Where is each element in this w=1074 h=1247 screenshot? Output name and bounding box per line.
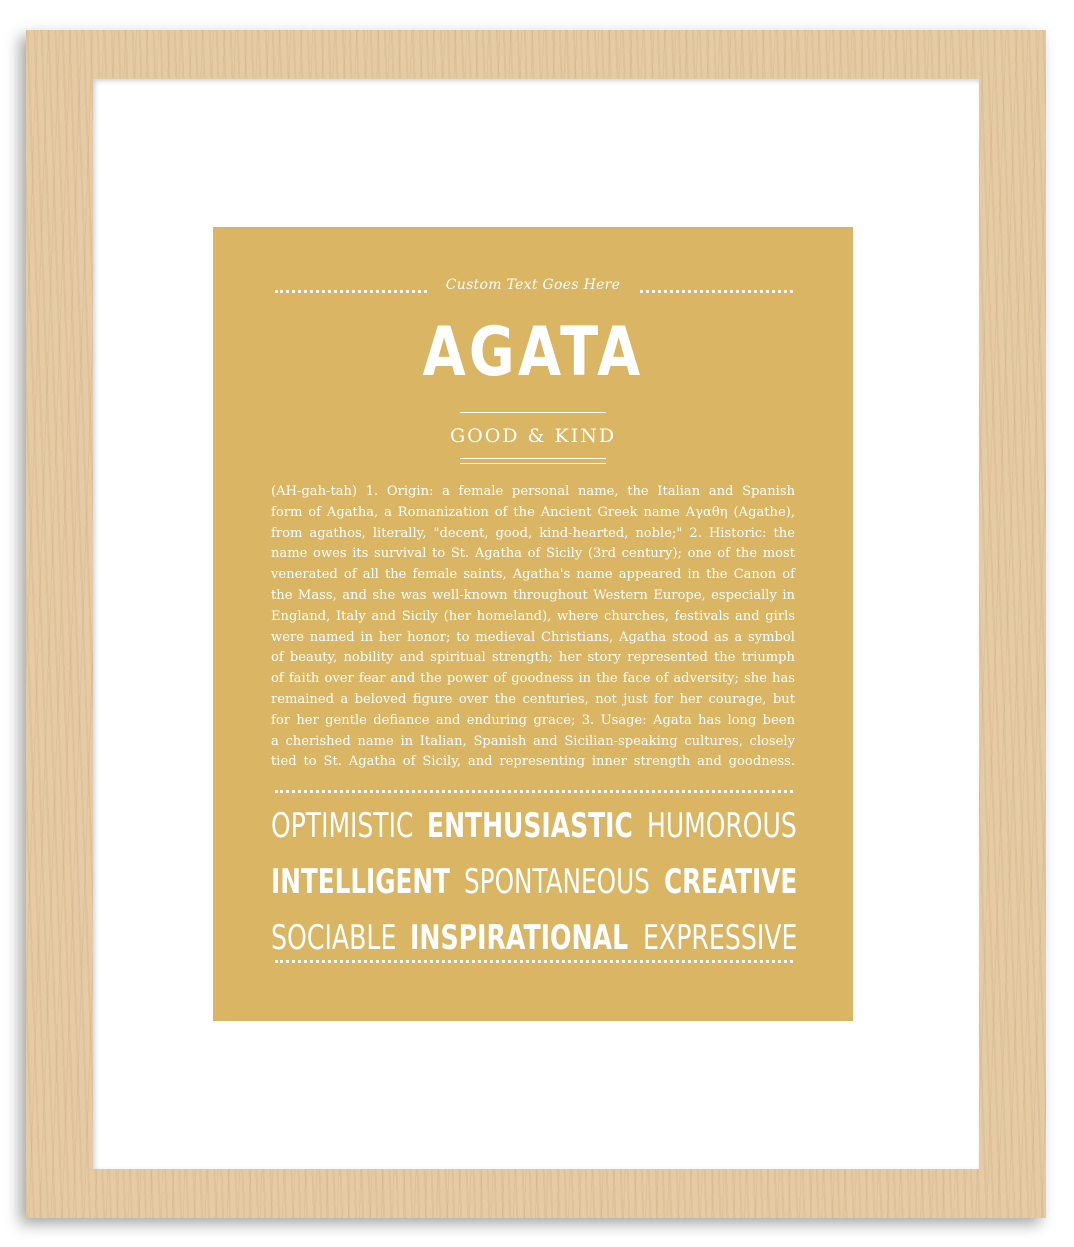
description-line: the Mass, and she was well-known throughout Western Europe, especially in xyxy=(271,587,795,603)
trait-word: EXPRESSIVE xyxy=(642,918,797,958)
trait-word: INSPIRATIONAL xyxy=(410,918,629,958)
description-line: a cherished name in Italian, Spanish and Sicilian-speaking cultures, closely xyxy=(271,733,795,749)
name-title: AGATA xyxy=(422,313,644,392)
description-line: (AH-gah-tah) 1. Origin: a female personal name, the Italian and Spanish xyxy=(271,484,795,499)
description-line: of beauty, nobility and spiritual strength; her story represented the triumph xyxy=(271,650,795,666)
dotted-divider-mid xyxy=(275,790,793,793)
description-line: from agathos, literally, "decent, good, kind-hearted, noble;" 2. Historic: the xyxy=(271,525,795,541)
meaning-rule-2 xyxy=(460,463,606,464)
trait-word: OPTIMISTIC xyxy=(271,806,414,846)
title-rule-top xyxy=(460,412,606,413)
trait-row-3 xyxy=(271,912,797,958)
trait-word: SPONTANEOUS xyxy=(463,862,650,902)
trait-word: INTELLIGENT xyxy=(271,862,450,902)
description-line: remained a beloved figure over the centuries, not just for her courage, but xyxy=(271,691,795,707)
description-line: of faith over fear and the power of goodness in the face of adversity; she has xyxy=(271,671,795,687)
meaning-rule-1 xyxy=(460,458,606,459)
description-line: tied to St. Agatha of Sicily, and representing inner strength and goodness. xyxy=(271,754,795,770)
description-line: name owes its survival to St. Agatha of Sicily (3rd century); one of the most xyxy=(271,546,795,562)
trait-row-1 xyxy=(271,800,797,846)
name-print xyxy=(213,227,853,1021)
trait-word: SOCIABLE xyxy=(271,918,397,958)
description-line: form of Agatha, a Romanization of the Ancient Greek name Αγαθη (Agathe), xyxy=(271,504,795,520)
description-line: were named in her honor; to medieval Christians, Agatha stood as a symbol xyxy=(271,629,795,645)
name-description xyxy=(271,482,795,773)
description-line: England, Italy and Sicily (her homeland), where churches, festivals and girls xyxy=(271,608,795,624)
trait-row-2 xyxy=(271,856,797,902)
name-meaning: GOOD & KIND xyxy=(449,425,617,447)
custom-text: Custom Text Goes Here xyxy=(445,277,621,293)
description-line: for her gentle defiance and enduring grace; 3. Usage: Agata has long been xyxy=(271,712,795,728)
trait-word: ENTHUSIASTIC xyxy=(427,806,634,846)
trait-word: CREATIVE xyxy=(663,862,797,902)
trait-word: HUMOROUS xyxy=(647,806,797,846)
description-line: venerated of all the female saints, Agatha's name appeared in the Canon of xyxy=(271,567,795,583)
dotted-divider-bottom xyxy=(275,960,793,963)
